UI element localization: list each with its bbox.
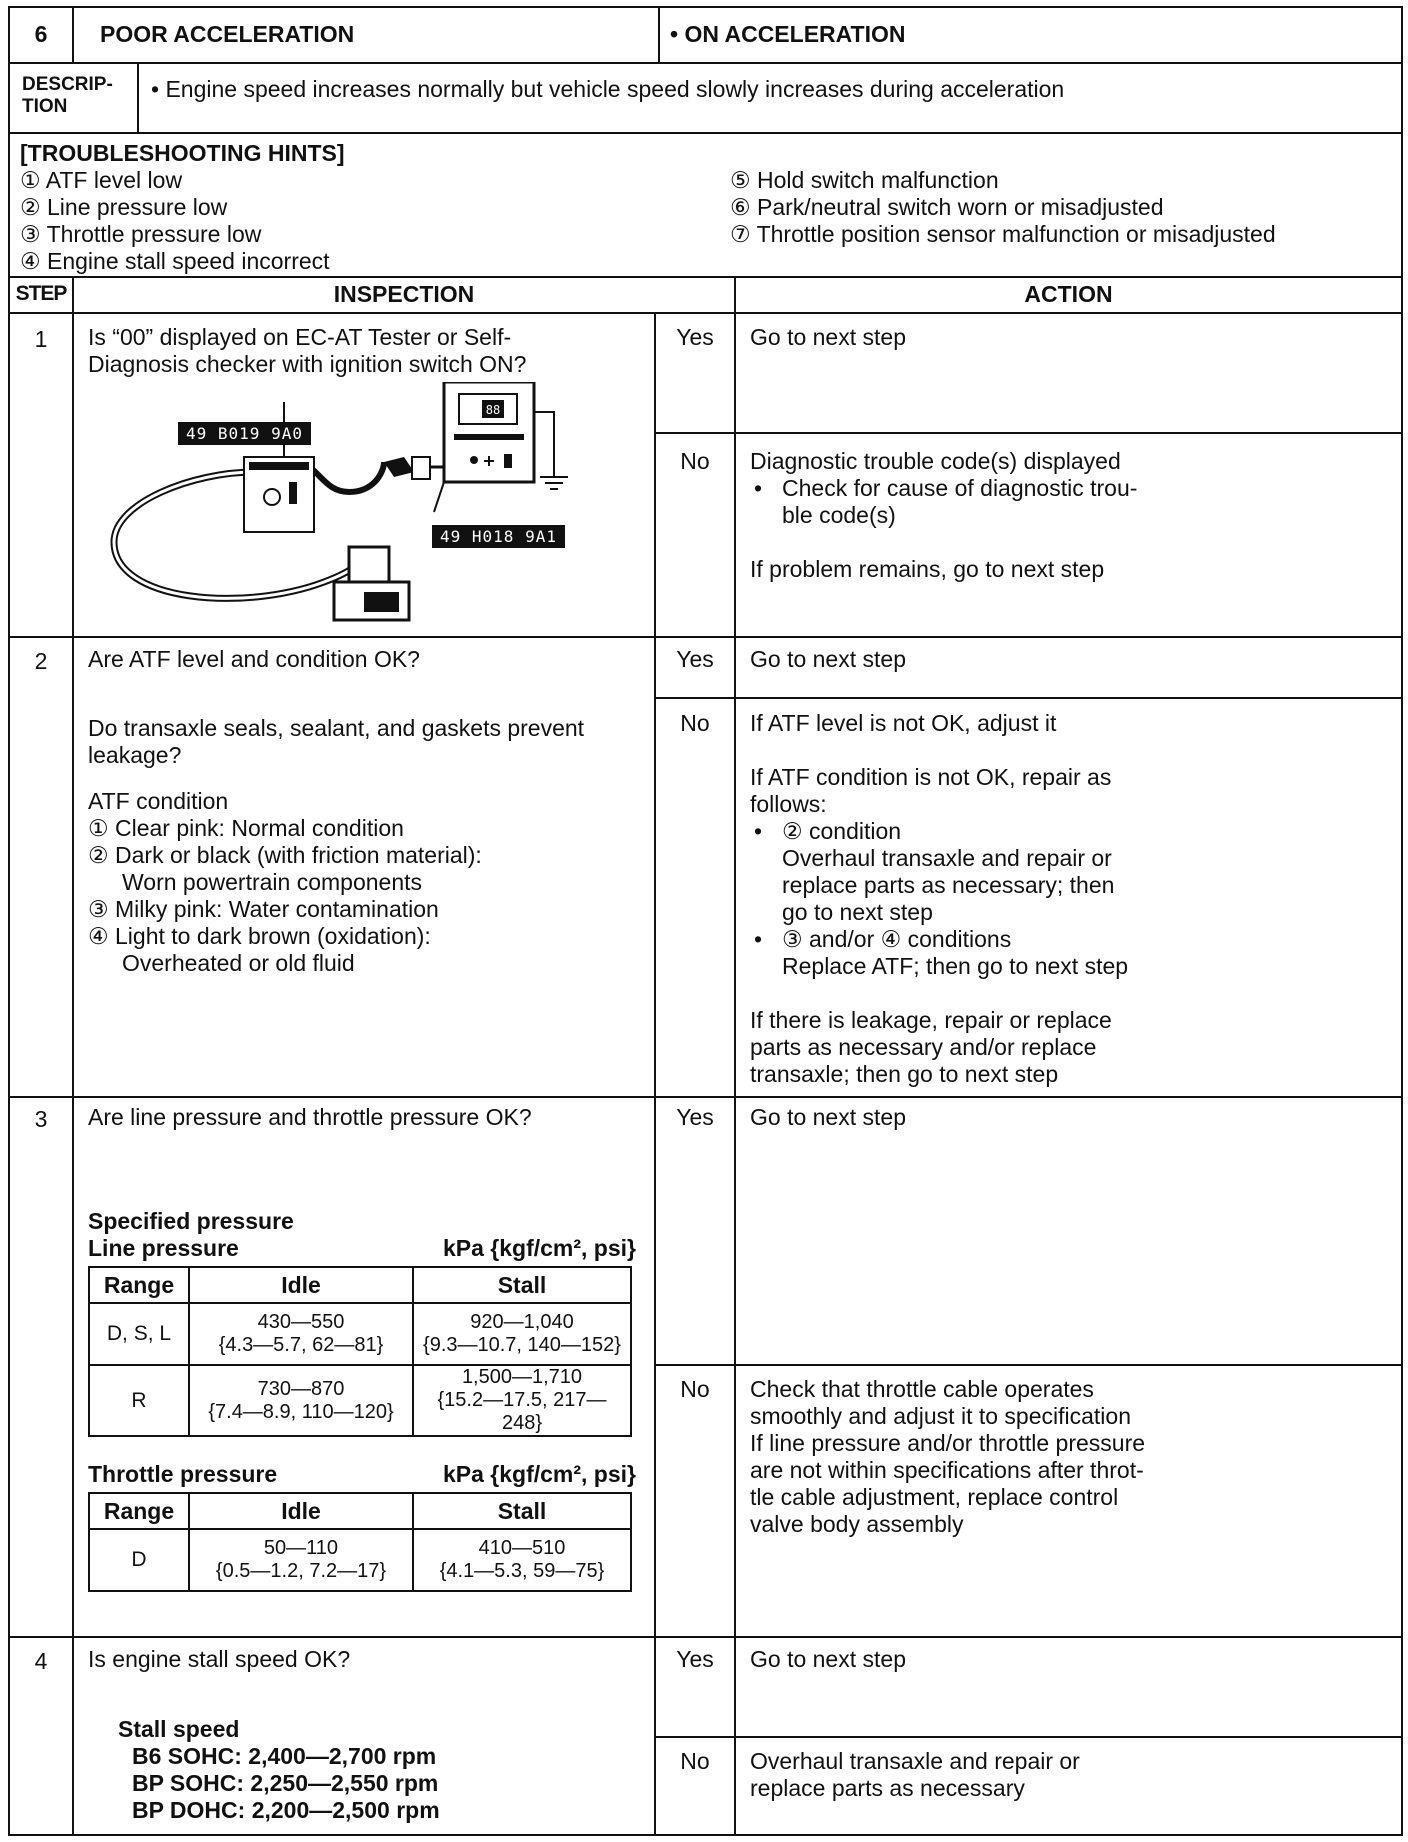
- no-action-bullet-line2: ble code(s): [782, 502, 896, 528]
- no-line-3: If line pressure and/or throttle pressure: [750, 1430, 1146, 1456]
- page-title: POOR ACCELERATION: [100, 21, 355, 47]
- tester-connection-diagram: [94, 382, 634, 632]
- atf-condition-title: ATF condition: [88, 788, 229, 814]
- yes-no-divider: [656, 432, 1401, 434]
- no-label: No: [680, 1748, 710, 1774]
- range-cell: D: [89, 1529, 189, 1591]
- step-4-row: [10, 1638, 1401, 1836]
- stall-speed-bp-dohc: BP DOHC: 2,200—2,500 rpm: [132, 1797, 440, 1823]
- bullet-icon: •: [754, 475, 763, 501]
- no-line-1: If ATF level is not OK, adjust it: [750, 710, 1057, 736]
- bullet1-line-3: go to next step: [782, 899, 933, 925]
- column-header-row: [10, 278, 1401, 314]
- diagnosis-connector-icon: [334, 547, 409, 620]
- no-line-2: smoothly and adjust it to specification: [750, 1403, 1131, 1429]
- troubleshooting-sheet: [8, 6, 1403, 1836]
- yes-no-divider: [656, 697, 1401, 699]
- stall-speed-b6-sohc: B6 SOHC: 2,400—2,700 rpm: [132, 1743, 437, 1769]
- col-step: STEP: [15, 282, 67, 305]
- hint-5: ⑤ Hold switch malfunction: [730, 167, 999, 193]
- hint-4: ④ Engine stall speed incorrect: [20, 248, 330, 274]
- range-cell: R: [89, 1365, 189, 1436]
- yes-action: Go to next step: [750, 1646, 906, 1672]
- col-inspection: INSPECTION: [333, 281, 475, 307]
- table-row: [89, 1529, 631, 1591]
- stall-value: 410—510: [478, 1537, 566, 1559]
- yes-action: Go to next step: [750, 646, 906, 672]
- ground-symbol-icon: [540, 477, 568, 489]
- range-cell: D, S, L: [89, 1303, 189, 1365]
- specified-pressure-title: Specified pressure: [88, 1208, 294, 1234]
- line-pressure-title: Line pressure: [88, 1235, 239, 1261]
- hint-3: ③ Throttle pressure low: [20, 221, 262, 247]
- stall-value-sub: {4.1—5.3, 59—75}: [439, 1560, 605, 1582]
- leak-line-1: If there is leakage, repair or replace: [750, 1007, 1112, 1033]
- no-line-4: are not within specifications after throt-: [750, 1457, 1144, 1483]
- no-action-title: Diagnostic trouble code(s) displayed: [750, 448, 1121, 474]
- bullet1-line-2: replace parts as necessary; then: [782, 872, 1115, 898]
- bullet-icon: •: [754, 818, 763, 844]
- idle-value: 50—110: [263, 1537, 339, 1559]
- inspection-question: Is engine stall speed OK?: [88, 1646, 351, 1672]
- inspection-question-line2: Diagnosis checker with ignition switch ON?: [88, 351, 527, 377]
- bullet1-line-1: Overhaul transaxle and repair or: [782, 845, 1112, 871]
- yes-label: Yes: [676, 1104, 714, 1130]
- idle-value: 730—870: [257, 1377, 345, 1400]
- step-2-row: [10, 638, 1401, 1098]
- idle-value-sub: {7.4—8.9, 110—120}: [208, 1400, 394, 1423]
- inspection-question-2-line2: leakage?: [88, 742, 182, 768]
- atf-line-5: ④ Light to dark brown (oxidation):: [88, 923, 431, 949]
- header-idle: Idle: [189, 1267, 413, 1303]
- yes-label: Yes: [676, 1646, 714, 1672]
- description-text: • Engine speed increases normally but vehicle speed slowly increases during acceleration: [151, 76, 1065, 102]
- atf-line-2: ② Dark or black (with friction material):: [88, 842, 482, 868]
- yes-action: Go to next step: [750, 1104, 906, 1130]
- hint-6: ⑥ Park/neutral switch worn or misadjusted: [730, 194, 1164, 220]
- bullet2-line-1: Replace ATF; then go to next step: [782, 953, 1129, 979]
- idle-value-sub: {4.3—5.7, 62—81}: [218, 1334, 384, 1356]
- bullet1-title: ② condition: [782, 818, 902, 844]
- yes-label: Yes: [676, 646, 714, 672]
- stall-speed-title: Stall speed: [118, 1716, 240, 1742]
- no-line-1: Check that throttle cable operates: [750, 1376, 1094, 1402]
- condition-title: • ON ACCELERATION: [670, 21, 906, 47]
- no-line-4: follows:: [750, 791, 827, 817]
- header-idle: Idle: [189, 1493, 413, 1529]
- atf-line-4: ③ Milky pink: Water contamination: [88, 896, 439, 922]
- no-line-6: valve body assembly: [750, 1511, 964, 1537]
- leak-line-2: parts as necessary and/or replace: [750, 1034, 1097, 1060]
- atf-line-1: ① Clear pink: Normal condition: [88, 815, 404, 841]
- inspection-question-line1: Is “00” displayed on EC-AT Tester or Self-: [88, 324, 512, 350]
- hint-7: ⑦ Throttle position sensor malfunction or misadjusted: [730, 221, 1276, 247]
- inspection-question-1: Are ATF level and condition OK?: [88, 646, 420, 672]
- tester-display-text: 88: [485, 403, 501, 417]
- leak-line-3: transaxle; then go to next step: [750, 1061, 1059, 1087]
- throttle-pressure-table: [88, 1492, 632, 1592]
- stall-value-sub: {15.2—17.5, 217—248}: [437, 1389, 607, 1434]
- troubleshooting-number: 6: [34, 21, 48, 47]
- yes-label: Yes: [676, 324, 714, 350]
- tester-plug-icon: [384, 457, 430, 479]
- no-label: No: [680, 448, 710, 474]
- no-label: No: [680, 1376, 710, 1402]
- yes-action: Go to next step: [750, 324, 906, 350]
- header-stall: Stall: [413, 1267, 631, 1303]
- no-label: No: [680, 710, 710, 736]
- step-number: 3: [34, 1106, 48, 1132]
- tool-tag-1: 49 B019 9A0: [178, 422, 311, 445]
- header-range: Range: [89, 1493, 189, 1529]
- tool-tag-2: 49 H018 9A1: [432, 525, 565, 548]
- bullet2-title: ③ and/or ④ conditions: [782, 926, 1012, 952]
- idle-value-sub: {0.5—1.2, 7.2—17}: [215, 1560, 387, 1582]
- step-number: 4: [34, 1648, 48, 1674]
- no-action-footer: If problem remains, go to next step: [750, 556, 1105, 582]
- description-label-line1: DESCRIP-: [22, 74, 113, 95]
- stall-value: 920—1,040: [470, 1311, 574, 1333]
- step-number: 2: [34, 648, 48, 674]
- no-line-5: tle cable adjustment, replace control: [750, 1484, 1119, 1510]
- atf-line-6: Overheated or old fluid: [122, 950, 355, 976]
- hints-row: [10, 134, 1401, 278]
- no-line-1: Overhaul transaxle and repair or: [750, 1748, 1080, 1774]
- atf-line-3: Worn powertrain components: [122, 869, 422, 895]
- col-action: ACTION: [1024, 281, 1113, 307]
- table-row: [89, 1365, 631, 1436]
- no-line-2: replace parts as necessary: [750, 1775, 1025, 1801]
- header-range: Range: [89, 1267, 189, 1303]
- self-diagnosis-checker-icon: [244, 457, 314, 532]
- table-row: [89, 1303, 631, 1365]
- idle-value: 430—550: [257, 1311, 345, 1333]
- yes-no-divider: [656, 1736, 1401, 1738]
- stall-speed-bp-sohc: BP SOHC: 2,250—2,550 rpm: [132, 1770, 439, 1796]
- step-1-row: [10, 314, 1401, 638]
- inspection-question-2-line1: Do transaxle seals, sealant, and gaskets prevent: [88, 715, 585, 741]
- throttle-pressure-title: Throttle pressure: [88, 1461, 278, 1487]
- no-action-bullet-line1: Check for cause of diagnostic trou-: [782, 475, 1138, 501]
- line-pressure-table: [88, 1266, 632, 1437]
- stall-value: 1,500—1,710: [461, 1366, 583, 1388]
- hints-title: [TROUBLESHOOTING HINTS]: [20, 140, 345, 166]
- description-row: [10, 64, 1401, 134]
- no-line-3: If ATF condition is not OK, repair as: [750, 764, 1112, 790]
- header-row: [10, 8, 1401, 64]
- step-3-row: [10, 1098, 1401, 1638]
- line-pressure-unit: kPa {kgf/cm², psi}: [442, 1235, 636, 1261]
- hint-1: ① ATF level low: [20, 167, 183, 193]
- header-stall: Stall: [413, 1493, 631, 1529]
- yes-no-divider: [656, 1364, 1401, 1366]
- ec-at-tester-icon: [444, 382, 534, 482]
- step-number: 1: [34, 326, 48, 352]
- stall-value-sub: {9.3—10.7, 140—152}: [423, 1334, 621, 1356]
- throttle-pressure-unit: kPa {kgf/cm², psi}: [442, 1461, 636, 1487]
- description-label-line2: TION: [22, 96, 68, 117]
- hint-2: ② Line pressure low: [20, 194, 228, 220]
- bullet-icon: •: [754, 926, 763, 952]
- inspection-question: Are line pressure and throttle pressure OK?: [88, 1104, 532, 1130]
